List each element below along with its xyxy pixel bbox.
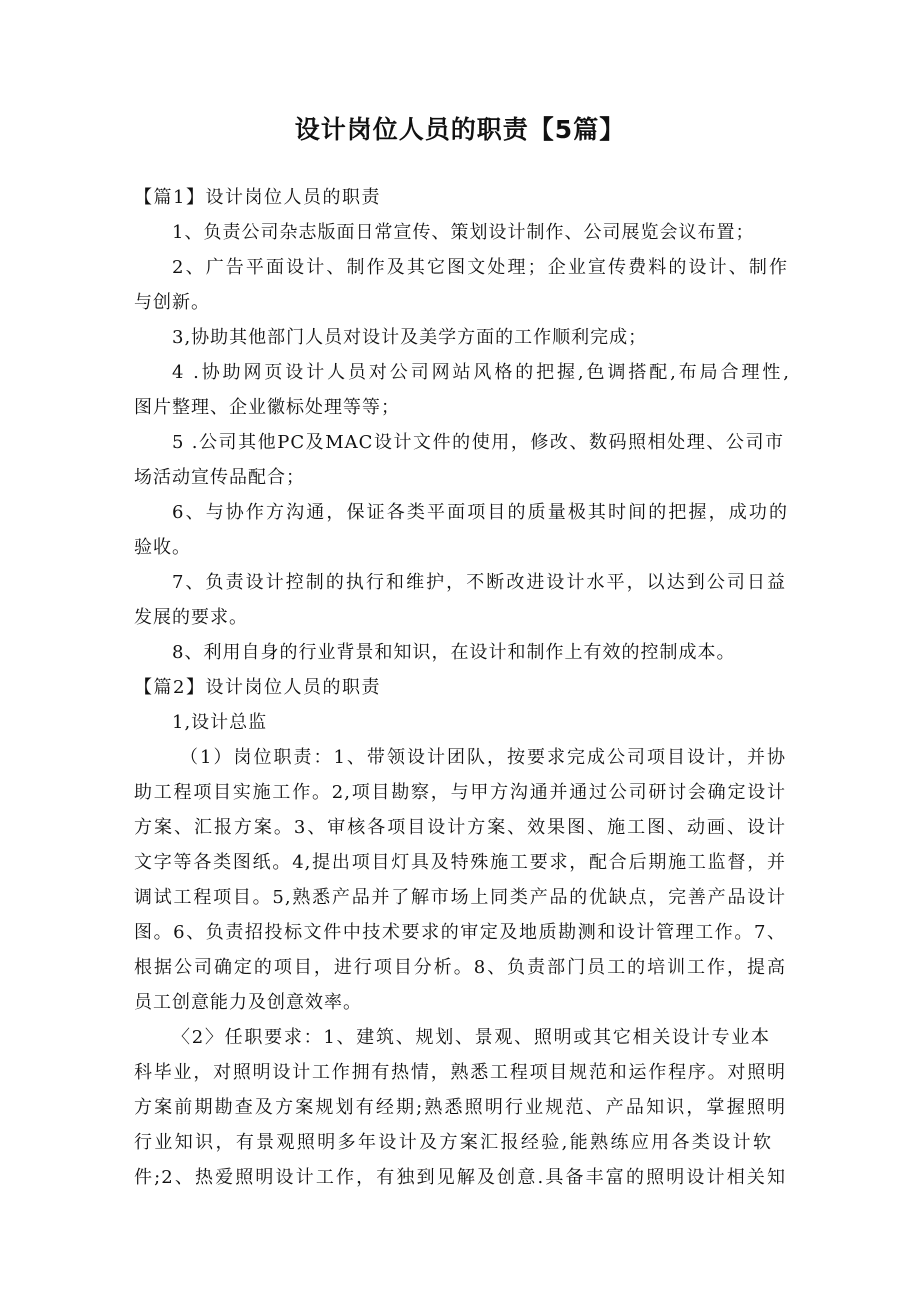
paragraph-line: 员工创意能力及创意效率。 (134, 992, 362, 1013)
paragraph-line: 助工程项目实施工作。2,项目勘察，与甲方沟通并通过公司研讨会确定设计 (134, 782, 786, 803)
paragraph-line: 文字等各类图纸。4,提出项目灯具及特殊施工要求，配合后期施工监督，并 (134, 852, 786, 873)
paragraph-line: 4 .协助网页设计人员对公司网站风格的把握,色调搭配,布局合理性, (172, 362, 790, 383)
paragraph-line: 6、与协作方沟通，保证各类平面项目的质量极其时间的把握，成功的 (172, 502, 788, 523)
paragraph-line: 调试工程项目。5,熟悉产品并了解市场上同类产品的优缺点，完善产品设计 (134, 887, 786, 908)
paragraph-line: 图片整理、企业徽标处理等等； (134, 397, 400, 418)
paragraph-line: 方案、汇报方案。3、审核各项目设计方案、效果图、施工图、动画、设计 (134, 817, 786, 838)
paragraph-line: 8、利用自身的行业背景和知识，在设计和制作上有效的控制成本。 (172, 642, 736, 663)
section-heading-2: 【篇2】设计岗位人员的职责 (134, 677, 381, 698)
subsection-heading: 1,设计总监 (172, 712, 268, 733)
paragraph-line: 2、广告平面设计、制作及其它图文处理；企业宣传费料的设计、制作 (172, 257, 788, 278)
paragraph-line: 行业知识，有景观照明多年设计及方案汇报经验,能熟练应用各类设计软 (134, 1132, 772, 1153)
paragraph-line: （1）岗位职责：1、带领设计团队，按要求完成公司项目设计，并协 (180, 747, 786, 768)
paragraph-line: 7、负责设计控制的执行和维护，不断改进设计水平，以达到公司日益 (172, 572, 786, 593)
paragraph-line: 方案前期勘查及方案规划有经期;熟悉照明行业规范、产品知识，掌握照明 (134, 1097, 786, 1118)
section-heading-1: 【篇1】设计岗位人员的职责 (134, 187, 381, 208)
paragraph-line: 1、负责公司杂志版面日常宣传、策划设计制作、公司展览会议布置； (172, 222, 755, 243)
paragraph-line: 验收。 (134, 537, 191, 558)
paragraph-line: 科毕业，对照明设计工作拥有热情，熟悉工程项目规范和运作程序。对照明 (134, 1062, 786, 1083)
paragraph-line: 图。6、负责招投标文件中技术要求的审定及地质勘测和设计管理工作。7、 (134, 922, 786, 943)
paragraph-line: 〈2〉任职要求：1、建筑、规划、景观、照明或其它相关设计专业本 (172, 1027, 770, 1048)
paragraph-line: 3,协助其他部门人员对设计及美学方面的工作顺利完成； (172, 327, 648, 348)
paragraph-line: 与创新。 (134, 292, 210, 313)
document-title: 设计岗位人员的职责【5篇】 (294, 115, 626, 144)
paragraph-line: 场活动宣传品配合； (134, 467, 305, 488)
paragraph-line: 发展的要求。 (134, 607, 248, 628)
paragraph-line: 根据公司确定的项目，进行项目分析。8、负责部门员工的培训工作，提高 (134, 957, 786, 978)
paragraph-line: 5 .公司其他PC及MAC设计文件的使用，修改、数码照相处理、公司市 (172, 432, 784, 453)
paragraph-line: 件;2、热爱照明设计工作，有独到见解及创意.具备丰富的照明设计相关知 (134, 1167, 786, 1188)
